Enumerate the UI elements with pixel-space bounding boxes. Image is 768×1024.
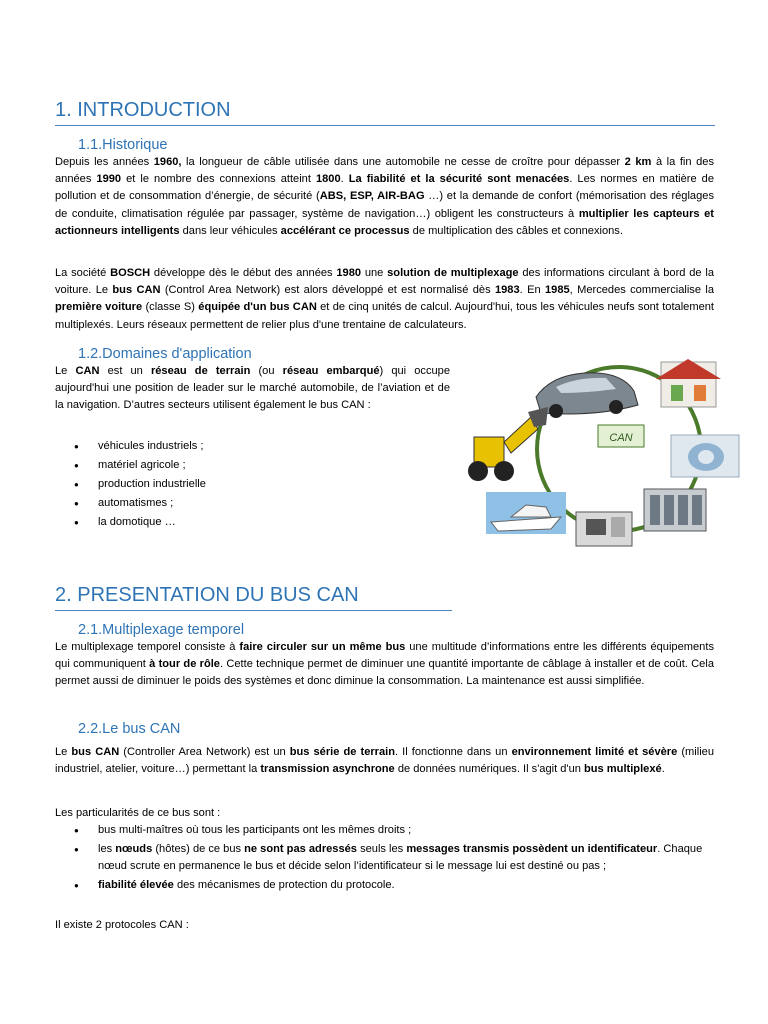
particularites-list [74, 822, 714, 896]
medical-scanner-icon [671, 435, 739, 477]
industrial-controller-icon [644, 489, 706, 531]
can-label: CAN [609, 432, 633, 444]
section-2-title: 2. PRESENTATION DU BUS CAN [55, 584, 359, 606]
particularites-intro: Les particularités de ce bus sont : [55, 807, 221, 819]
bus-can-paragraph: Le bus CAN (Controller Area Network) est un bus série de terrain. Il fonctionne dans un environnement limité et sévère (milieu industriel, atelier, voiture…) permettant la transmission asynchrone de données numériques. Il s'agit d'un bus multiplexé. [55, 746, 715, 776]
historique-paragraph-1: Depuis les années 1960, la longueur de câble utilisée dans une automobile ne cesse de croître pour dépasser 2 km à la fin des années 1990 et le nombre des connexions atteint 1800. La fiabilité et la sécurité sont menacées. Les normes en matière de pollution et de consommation d’énergie, de sécurité (ABS, ESP, AIR-BAG …) et la demande de confort (mémorisation des réglages de conduite, climatisation régulée par passager, système de navigation…) obligent les constructeurs à multiplier les capteurs et actionneurs intelligents dans leur véhicules accélérant ce processus de multiplication des câbles et connexions. [55, 156, 715, 237]
domaines-item: ● la domotique … [74, 513, 206, 532]
machine-tool-icon [576, 512, 632, 546]
protocoles-intro: Il existe 2 protocoles CAN : [55, 919, 189, 931]
subsection-historique-title: 1.1.Historique [78, 137, 168, 153]
domaines-paragraph: Le CAN est un réseau de terrain (ou réseau embarqué) qui occupe aujourd'hui une position de leader sur le marché automobile, de l’aviation et de la navigation. D’autres secteurs utilisent également le bus CAN : [55, 365, 451, 412]
subsection-domaines-title: 1.2.Domaines d'application [78, 346, 252, 362]
section-1-rule [55, 125, 715, 126]
particularites-item: ● fiabilité élevée des mécanismes de protection du protocole. [74, 877, 714, 894]
subsection-multiplexage-title: 2.1.Multiplexage temporel [78, 622, 245, 638]
particularites-item: ● les nœuds (hôtes) de ce bus ne sont pas adressés seuls les messages transmis possèdent un identificateur. Chaque nœud scrute en permanence le bus et décide selon l’identificateur si le message lui est destiné ou pas ; [74, 841, 714, 875]
particularites-item: ● bus multi-maîtres où tous les participants ont les mêmes droits ; [74, 822, 714, 839]
domaines-item: ● production industrielle [74, 475, 206, 494]
domaines-item: ● automatismes ; [74, 494, 206, 513]
domaines-item: ● véhicules industriels ; [74, 437, 206, 456]
yacht-icon [486, 492, 566, 534]
domaines-item: ● matériel agricole ; [74, 456, 206, 475]
historique-paragraph-2: La société BOSCH développe dès le début des années 1980 une solution de multiplexage des informations circulant à bord de la voiture. Le bus CAN (Control Area Network) est alors développé et est normalisé dès 1983. En 1985, Mercedes commercialise la première voiture (classe S) équipée d'un bus CAN et de cinq unités de calcul. Aujourd'hui, tous les véhicules neufs sont totalement multiplexés. Leurs réseaux permettent de relier plus d'une trentaine de calculateurs. [55, 267, 715, 331]
car-icon [536, 373, 638, 418]
section-1-title: 1. INTRODUCTION [55, 99, 231, 121]
subsection-bus-can-title: 2.2.Le bus CAN [78, 721, 181, 737]
can-applications-illustration [456, 357, 746, 547]
house-icon [656, 359, 721, 407]
section-2-rule [55, 610, 452, 611]
multiplexage-paragraph: Le multiplexage temporel consiste à faire circuler sur un même bus une multitude d’informations entre les différents équipements qui communiquent à tour de rôle. Cette technique permet de diminuer une quantité importante de câblage à installer et de coût. Cela permet aussi de diminuer le poids des systèmes et donc diminue la consommation. La maintenance est aussi simplifiée. [55, 641, 714, 688]
domaines-list [74, 437, 206, 532]
